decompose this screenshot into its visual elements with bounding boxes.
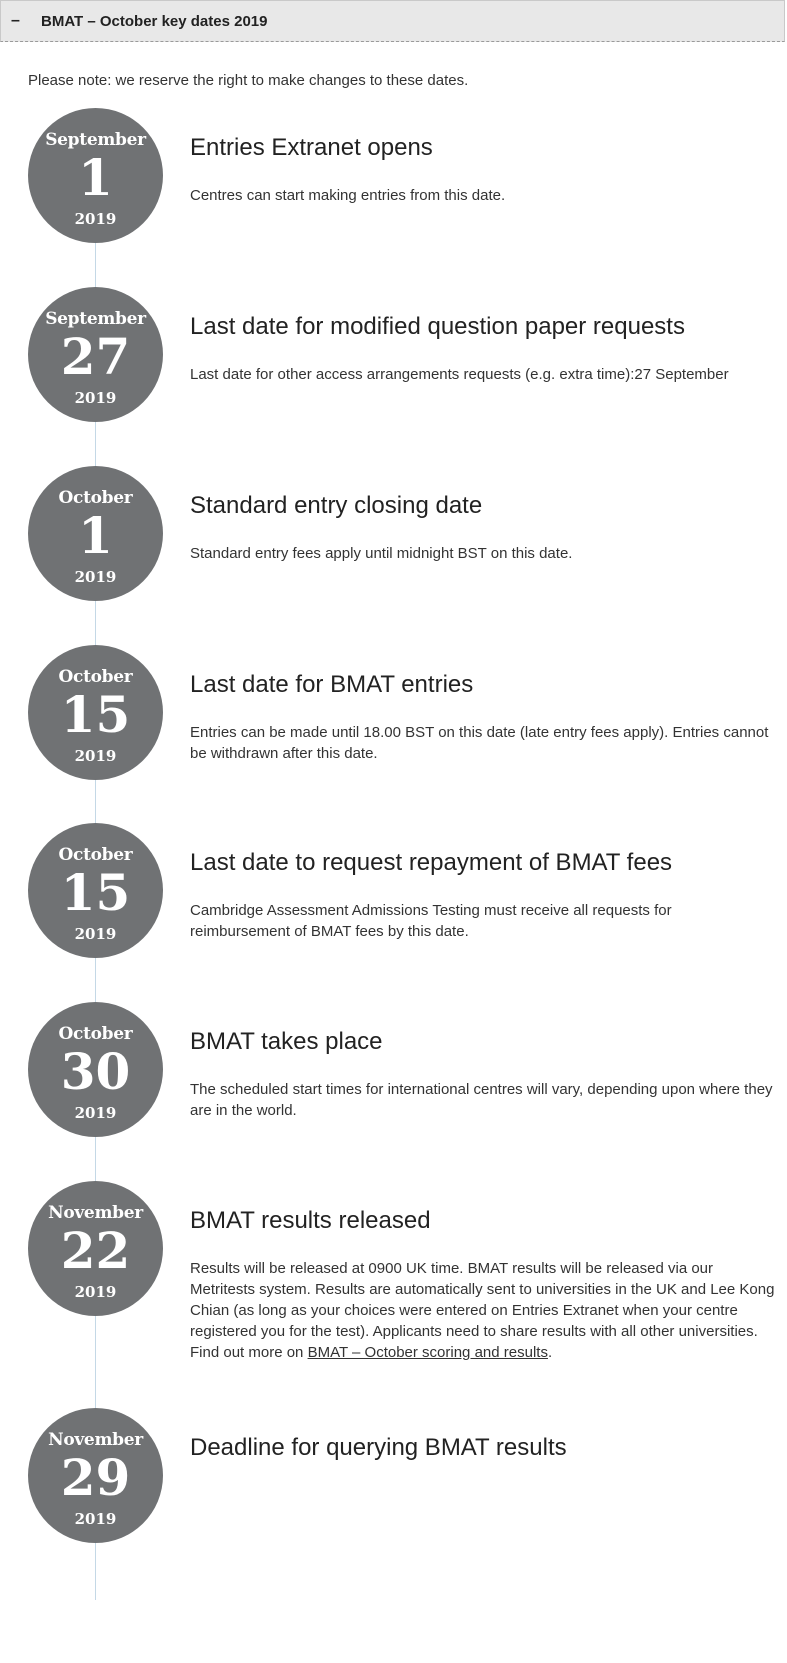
timeline-event [0,466,787,626]
date-day: 15 [60,685,131,744]
timeline-event [0,108,787,268]
event-description: Standard entry fees apply until midnight BST on this date. [190,545,573,562]
event-title: BMAT results released [190,1207,431,1234]
event-title: Last date for modified question paper requests [190,313,685,340]
event-description [190,1258,775,1363]
event-description: Cambridge Assessment Admissions Testing must receive all requests for reimbursement of BMAT fees by this date. [190,902,672,940]
timeline-event [0,823,787,983]
timeline-event [0,287,787,447]
date-year: 2019 [74,1510,117,1528]
date-badge [28,1002,163,1137]
date-badge [28,287,163,422]
event-title: Entries Extranet opens [190,134,433,161]
date-badge [28,1181,163,1316]
date-day: 15 [60,863,131,922]
date-day: 30 [60,1042,131,1101]
date-badge [28,466,163,601]
event-description: The scheduled start times for international centres will vary, depending upon where they are in the world. [190,1081,773,1119]
date-year: 2019 [74,925,117,943]
event-description: Entries can be made until 18.00 BST on this date (late entry fees apply). Entries cannot be withdrawn after this date. [190,724,769,762]
event-title: Last date for BMAT entries [190,671,474,698]
event-title: Deadline for querying BMAT results [190,1434,567,1461]
accordion-title[interactable]: BMAT – October key dates 2019 [41,12,268,30]
event-title: BMAT takes place [190,1028,383,1055]
date-badge [28,823,163,958]
date-month: September [45,309,146,329]
date-year: 2019 [74,1283,117,1301]
date-day: 1 [78,148,113,207]
timeline-event [0,645,787,805]
event-title: Last date to request repayment of BMAT fees [190,849,673,876]
date-month: October [58,1024,133,1044]
timeline-event [0,1181,787,1401]
more-info-suffix: . [547,1344,553,1361]
date-day: 29 [60,1448,131,1507]
date-month: October [58,667,133,687]
event-description-text: Results will be released at 0900 UK time. BMAT results will be released via our Metritests system. Results are automatically sent to universities in the UK and Lee Kong Chian (as long as your choices were entered on Entries Extranet when your centre registered you for the test). Applicants need to share results with all other universities. [190,1260,775,1340]
date-badge [28,108,163,243]
date-day: 22 [60,1221,131,1280]
timeline-event [0,1002,787,1162]
scoring-results-link[interactable]: BMAT – October scoring and results [307,1344,548,1361]
date-day: 1 [78,506,113,565]
date-month: November [48,1430,143,1450]
collapse-icon[interactable]: – [11,12,20,29]
date-month: September [45,130,146,150]
dates-disclaimer: Please note: we reserve the right to make changes to these dates. [28,72,469,89]
date-day: 27 [60,327,131,386]
date-month: October [58,488,133,508]
accordion-header[interactable] [0,0,785,42]
event-title: Standard entry closing date [190,492,483,519]
date-year: 2019 [74,747,117,765]
date-year: 2019 [74,1104,117,1122]
event-description: Last date for other access arrangements requests (e.g. extra time):27 September [190,366,729,383]
more-info-prefix: Find out more on [190,1344,308,1361]
date-month: October [58,845,133,865]
date-badge [28,645,163,780]
date-year: 2019 [74,389,117,407]
date-year: 2019 [74,210,117,228]
date-badge [28,1408,163,1543]
event-description: Centres can start making entries from this date. [190,187,506,204]
date-year: 2019 [74,568,117,586]
timeline-event [0,1408,787,1568]
date-month: November [48,1203,143,1223]
